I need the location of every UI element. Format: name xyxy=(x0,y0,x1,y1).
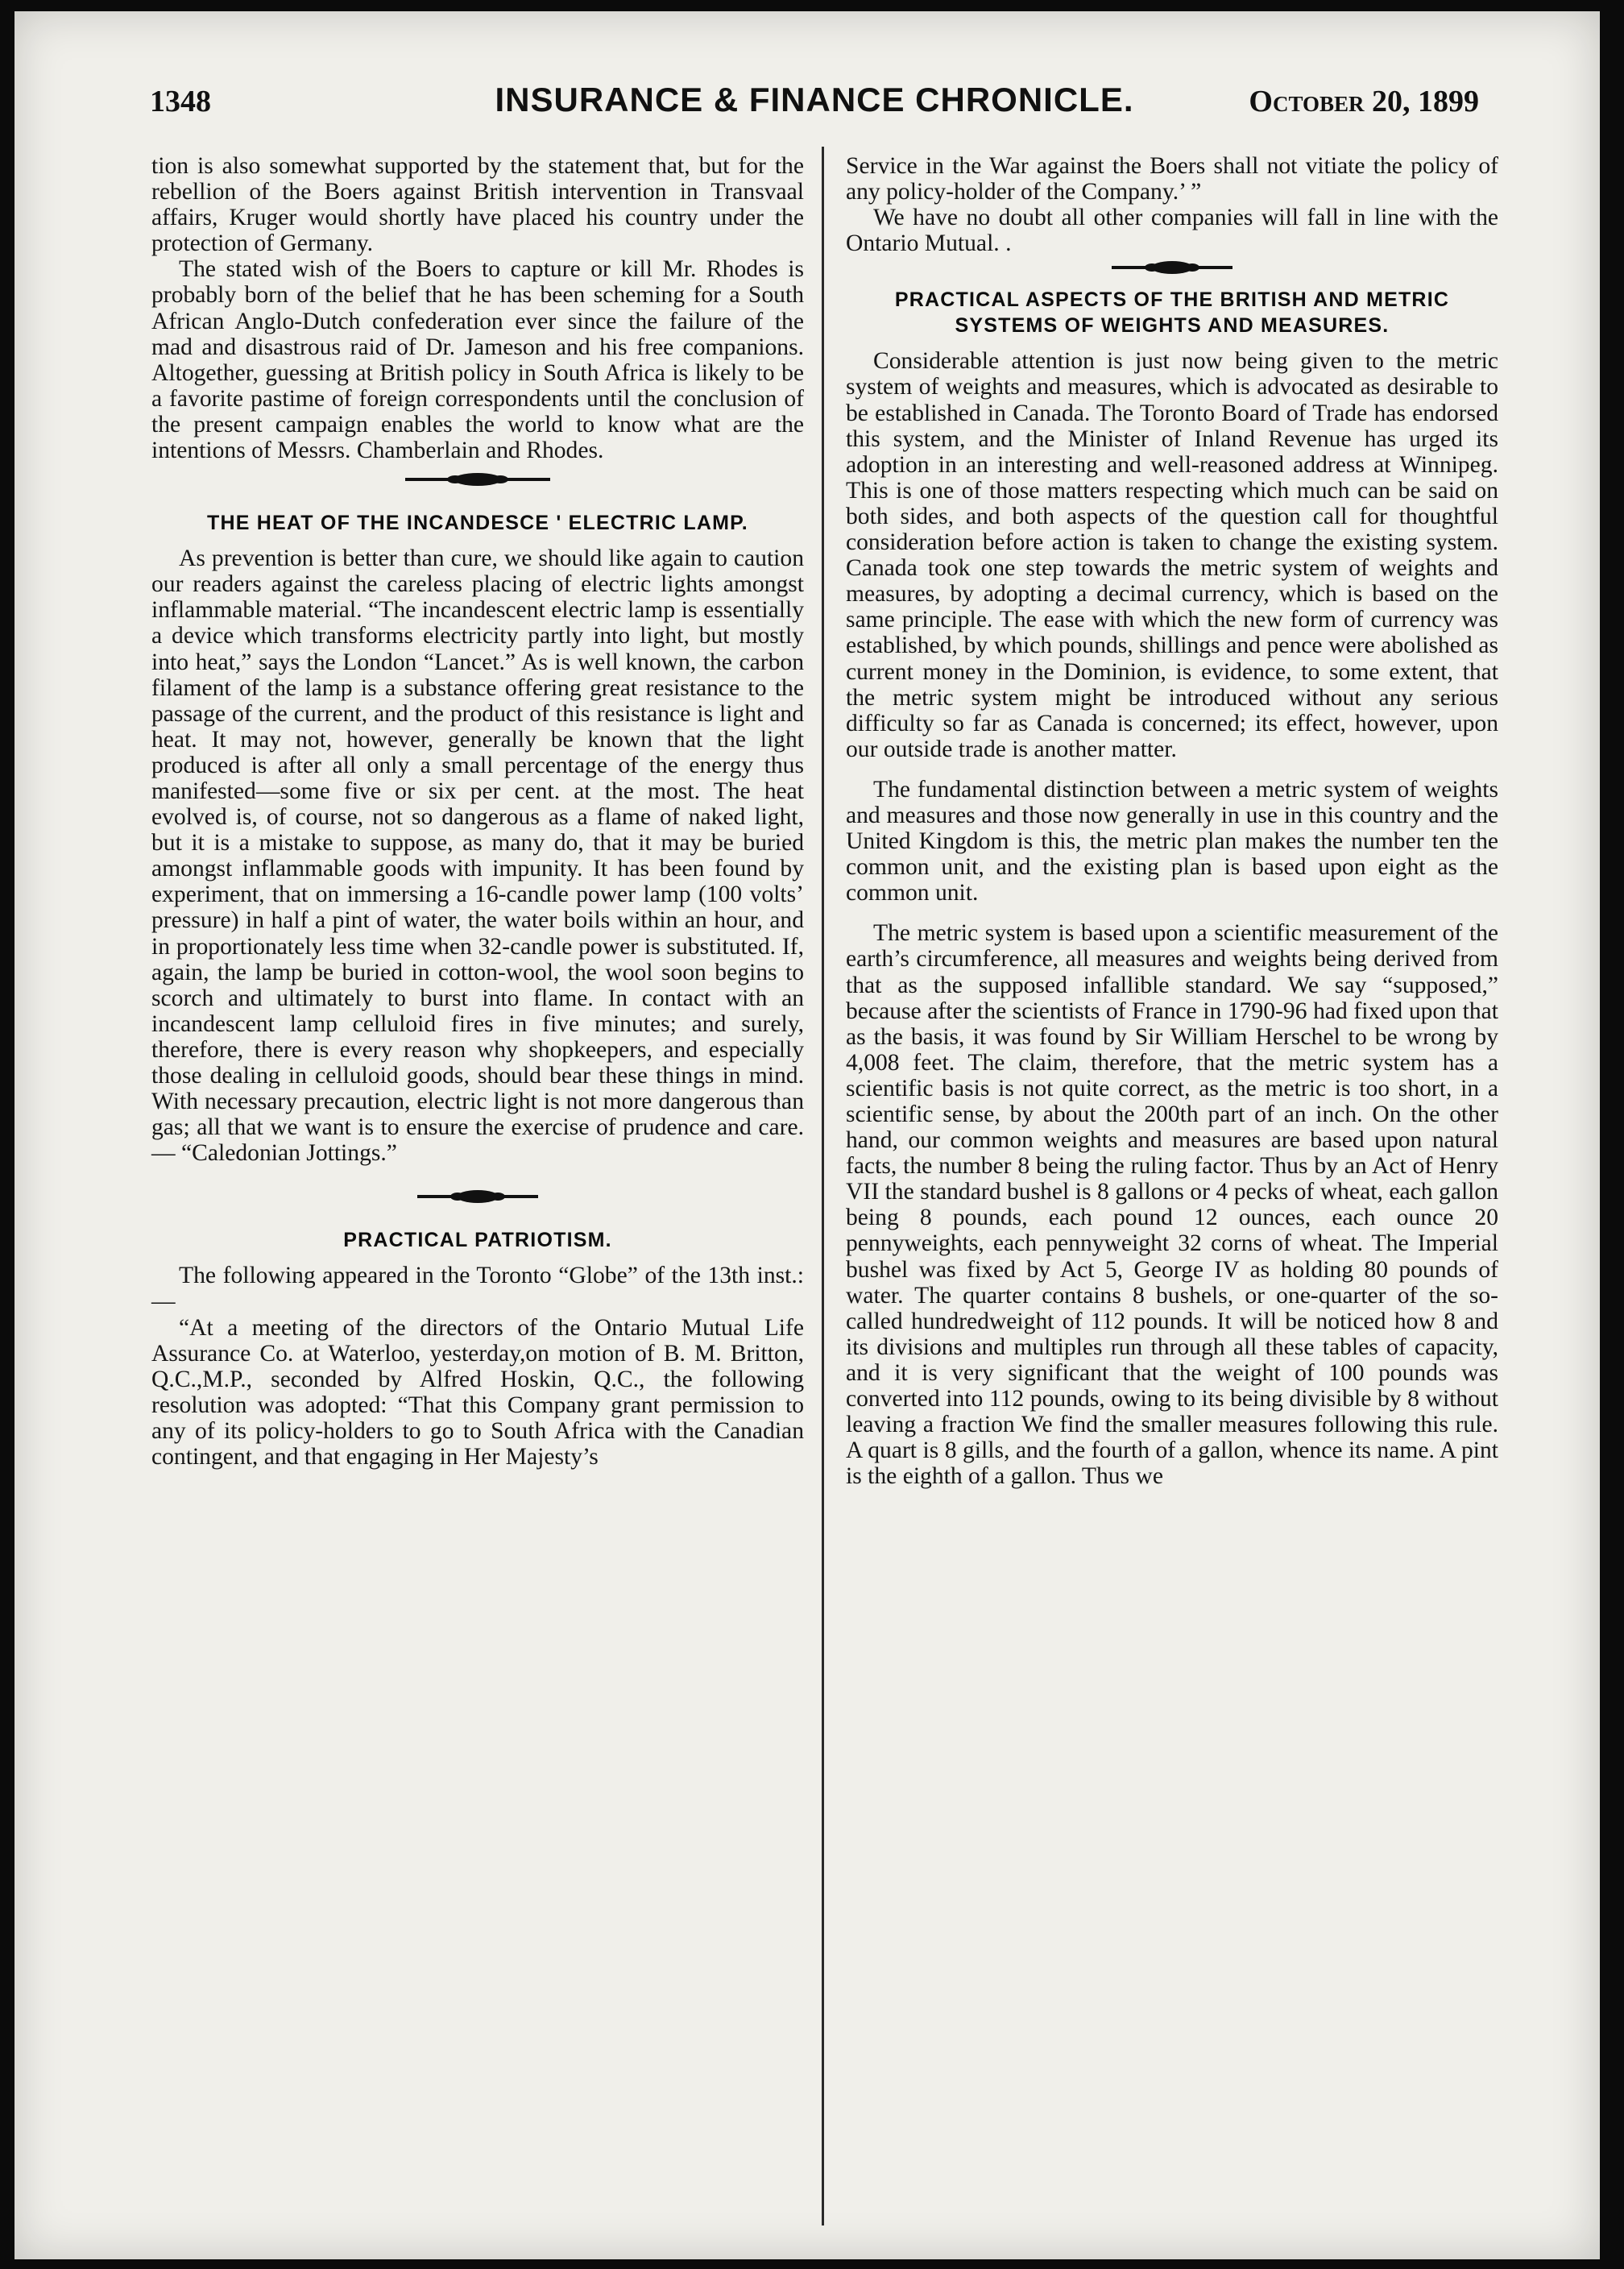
section-ornament-icon xyxy=(151,1180,804,1217)
heading-metric-systems: PRACTICAL ASPECTS OF THE BRITISH AND METRIC SYSTEMS OF WEIGHTS AND MEASURES. xyxy=(894,288,1450,338)
heading-incandescent-lamp: THE HEAT OF THE INCANDESCE ' ELECTRIC LAMP. xyxy=(207,512,748,535)
section-ornament-icon xyxy=(151,463,804,500)
paragraph-boers-continued: tion is also somewhat supported by the statement that, but for the rebellion of the Boers against British intervention in Transvaal affairs, Kruger would shortly have placed his country under the protection of Germany. xyxy=(151,153,804,257)
newspaper-page xyxy=(14,11,1600,2259)
paragraph-incandescent-lamp: As prevention is better than cure, we should like again to caution our readers against the careless placing of electric lights amongst inflammable material. “The incandescent electric lamp is essentially a device which transforms electricity partly into light, but mostly into heat,” says the London “Lancet.” As is well known, the carbon filament of the lamp is a substance offering great resistance to the passage of the current, and the product of this resistance is light and heat. It may not, however, generally be known that the light produced is after all only a small percentage of the energy thus manifested—some five or six per cent. at the most. The heat evolved is, of course, not so dangerous as a flame of naked light, but it is a mistake to suppose, as many do, that it may be buried amongst inflammable goods with impunity. It has been found by experiment, that on immersing a 16-candle power lamp (100 volts’ pressure) in half a pint of water, the water boils within an hour, and in proportionately less time when 32-candle power is substituted. If, again, the lamp be buried in cotton-wool, the wool soon begins to scorch and ultimately to burst into flame. In contact with an incandescent lamp celluloid fires in five minutes; and surely, therefore, there is every reason why shopkeepers, and especially those dealing in celluloid goods, should bear these things in mind. With necessary precaution, electric light is not more dangerous than gas; all that we want is to ensure the exercise of prudence and care.— “Caledonian Jottings.” xyxy=(151,545,804,1167)
paragraph-patriotism-resolution: “At a meeting of the directors of the Ontario Mutual Life Assurance Co. at Waterloo, yesterday,on motion of B. M. Britton, Q.C.,M.P., seconded by Alfred Hoskin, Q.C., the following resolution was adopted: “That this Company grant permission to any of its policy-holders to go to South Africa with the Canadian contingent, and that engaging in Her Majesty’s xyxy=(151,1314,804,1470)
paragraph-patriotism-end: We have no doubt all other companies will fall in line with the Ontario Mutual. . xyxy=(846,205,1498,257)
right-column xyxy=(846,153,1498,2216)
paragraph-boers-rhodes: The stated wish of the Boers to capture or kill Mr. Rhodes is probably born of the belief that he has been scheming for a South African Anglo-Dutch confederation ever since the failure of the mad and disastrous raid of Dr. Jameson and his free companions. Altogether, guessing at British policy in South Africa is likely to be a favorite pastime of foreign correspondents until the conclusion of the present campaign enables the world to know what are the intentions of Messrs. Chamberlain and Rhodes. xyxy=(151,256,804,464)
left-column xyxy=(151,153,804,2216)
issue-date: October 20, 1899 xyxy=(1249,85,1479,118)
paragraph-metric-intro: Considerable attention is just now being given to the metric system of weights and measures, which is advocated as desirable to be established in Canada. The Toronto Board of Trade has endorsed this system, and the Minister of Inland Revenue has urged its adoption in an interesting and well-reasoned address at Winnipeg. This is one of those matters respecting which much can be said on both sides, and both aspects of the question call for thoughtful consideration before action is taken to change the existing system. Canada took one step towards the metric system of weights and measures, by adopting a decimal currency, which is based on the same principle. The ease with which the new form of currency was established, by which pounds, shillings and pence were abolished as current money in the Dominion, is evidence, to some extent, that the metric system might be introduced without any serious difficulty so far as Canada is concerned; its effect, however, upon our outside trade is another matter. xyxy=(846,348,1498,762)
heading-practical-patriotism: PRACTICAL PATRIOTISM. xyxy=(343,1229,612,1252)
column-divider xyxy=(822,147,824,2225)
paragraph-patriotism-intro: The following appeared in the Toronto “Globe” of the 13th inst.:— xyxy=(151,1263,804,1315)
paragraph-metric-distinction: The fundamental distinction between a metric system of weights and measures and those now generally in use in this country and the United Kingdom is this, the metric plan makes the number ten the common unit, and the existing plan is based upon eight as the common unit. xyxy=(846,776,1498,906)
page-header xyxy=(150,76,1479,124)
paragraph-patriotism-continued: Service in the War against the Boers shall not vitiate the policy of any policy-holder of the Company.’ ” xyxy=(846,153,1498,205)
paragraph-metric-scientific: The metric system is based upon a scientific measurement of the earth’s circumference, all measures and weights being derived from that as the supposed infallible standard. We say “supposed,” because after the scientists of France in 1790-96 had fixed upon that as the basis, it was found by Sir William Herschel to be wrong by 4,008 feet. The claim, therefore, that the metric system has a scientific basis is not quite correct, as the metric is too short, in a scientific sense, by about the 200th part of an inch. On the other hand, our common weights and measures are based upon natural facts, the number 8 being the ruling factor. Thus by an Act of Henry VII the standard bushel is 8 gallons or 4 pecks of wheat, each gallon being 8 pounds, each pound 12 ounces, each ounce 20 pennyweights, each pennyweight 32 corns of wheat. The Imperial bushel was fixed by Act 5, George IV as holding 80 pounds of water. The quarter contains 8 bushels, or one-quarter of the so-called hundredweight of 112 pounds. It will be noticed how 8 and its divisions and multiples run through all these tables of capacity, and it is very significant that the weight of 100 pounds was converted into 112 pounds, owing to its being divisible by 8 without leaving a fraction We find the smaller measures following this rule. A quart is 8 gills, and the fourth of a gallon, whence its name. A pint is the eighth of a gallon. Thus we xyxy=(846,920,1498,1490)
journal-title: INSURANCE & FINANCE CHRONICLE. xyxy=(495,81,1134,118)
page-number: 1348 xyxy=(150,85,211,118)
section-ornament-icon xyxy=(846,256,1498,284)
